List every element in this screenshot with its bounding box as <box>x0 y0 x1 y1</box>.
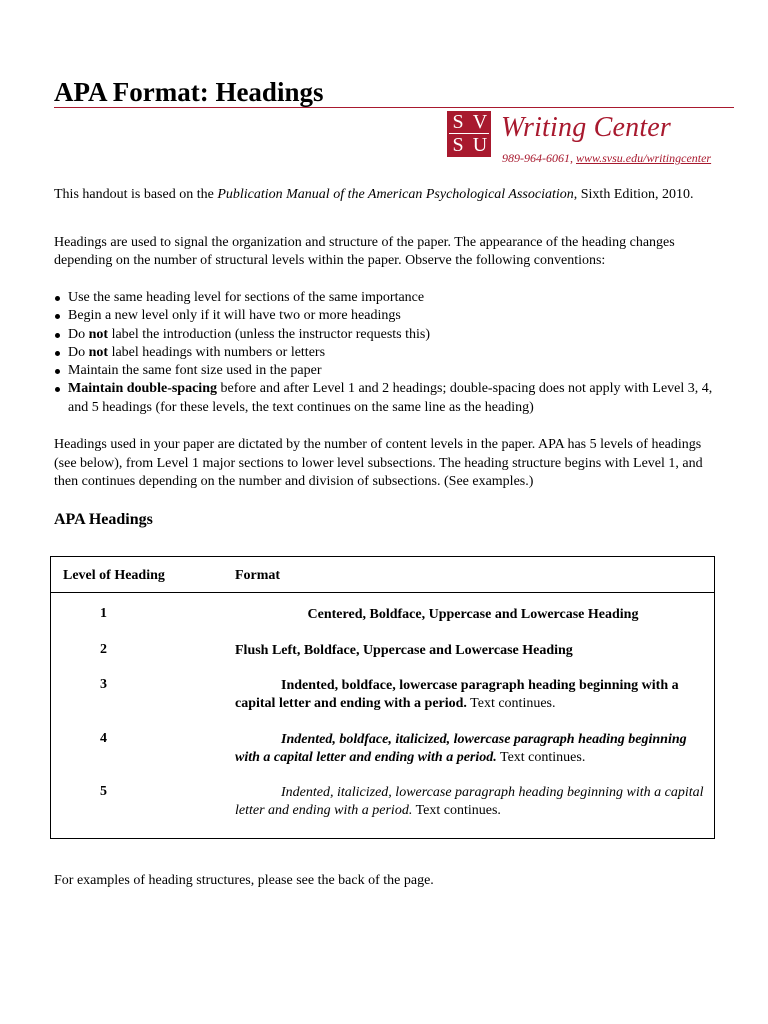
logo-divider <box>449 133 489 134</box>
headings-table <box>50 556 715 839</box>
logo-letter: S <box>452 134 464 156</box>
table-row-level: 3 <box>100 677 107 692</box>
list-text: Do <box>68 326 89 342</box>
list-item <box>54 380 714 417</box>
list-text: before and after Level 1 and 2 headings; double-spacing does not apply with Level 3, 4, and 5 headings (for these levels, the text continues on the same line as the heading) <box>68 381 713 415</box>
table-row-format <box>235 677 715 713</box>
book-title: Publication Manual of the American Psychological Association <box>217 187 574 202</box>
footer-note: For examples of heading structures, please see the back of the page. <box>54 873 434 888</box>
list-emphasis: not <box>88 326 109 342</box>
section-title: APA Headings <box>54 511 153 528</box>
logo-letter: U <box>472 134 488 156</box>
list-text: label headings with numbers or letters <box>108 344 326 360</box>
headings-paragraph: Headings are used to signal the organization and structure of the paper. The appearance of the heading changes depending on the number of structural levels within the paper. Observe the following conventions: <box>54 235 675 268</box>
table-row-format <box>235 784 715 820</box>
logo-letter: S <box>452 111 464 133</box>
list-item <box>54 326 714 344</box>
list-item: Begin a new level only if it will have two or more headings <box>54 307 714 325</box>
page-title: APA Format: Headings <box>54 77 324 107</box>
writing-center-title: Writing Center <box>501 112 672 143</box>
list-text: label the introduction (unless the instructor requests this) <box>108 326 431 342</box>
list-item: Use the same heading level for sections of the same importance <box>54 289 714 307</box>
intro-text: This handout is based on the <box>54 187 218 202</box>
table-row-format <box>235 731 715 767</box>
format-rest: Text continues. <box>466 696 556 711</box>
intro-text-end: , Sixth Edition, 2010. <box>573 187 694 202</box>
table-row-level: 1 <box>100 606 107 621</box>
contact-line <box>502 151 711 166</box>
format-rest: Text continues. <box>412 803 501 818</box>
table-row-level: 2 <box>100 642 107 657</box>
list-item: Maintain the same font size used in the paper <box>54 362 714 380</box>
table-header-level: Level of Heading <box>63 568 165 583</box>
intro-paragraph <box>54 186 714 204</box>
website-link[interactable]: www.svsu.edu/writingcenter <box>576 151 712 165</box>
format-rest: Text continues. <box>496 750 586 765</box>
table-row-format: Centered, Boldface, Uppercase and Lowercase Heading <box>307 607 639 622</box>
format-heading: Indented, boldface, italicized, lowercase paragraph heading beginning with a capital letter and ending with a period. <box>235 732 687 765</box>
levels-paragraph: Headings used in your paper are dictated by the number of content levels in the paper. APA has 5 levels of headings (see below), from Level 1 major sections to lower level subsections. The heading structure begins with Level 1, and then continues depending on the number and division of subsections. (See examples.) <box>54 437 703 489</box>
table-row-level: 4 <box>100 731 107 746</box>
title-rule <box>54 107 734 108</box>
list-text: Do <box>68 344 89 360</box>
conventions-list <box>54 289 714 417</box>
list-item <box>54 344 714 362</box>
logo-letter: V <box>472 111 488 133</box>
list-emphasis: not <box>88 344 109 360</box>
phone-number: 989-964-6061, <box>502 151 576 165</box>
table-row-level: 5 <box>100 784 107 799</box>
list-emphasis: Maintain double-spacing <box>68 381 217 397</box>
svsu-logo <box>447 111 491 157</box>
format-heading: Indented, italicized, lowercase paragraph heading beginning with a capital letter and ending with a period. <box>235 785 704 818</box>
format-heading: Indented, boldface, lowercase paragraph heading beginning with a capital letter and ending with a period. <box>235 678 679 711</box>
table-row-format: Flush Left, Boldface, Uppercase and Lowercase Heading <box>235 643 573 658</box>
table-header-format: Format <box>235 568 281 583</box>
table-header-rule <box>51 592 714 593</box>
